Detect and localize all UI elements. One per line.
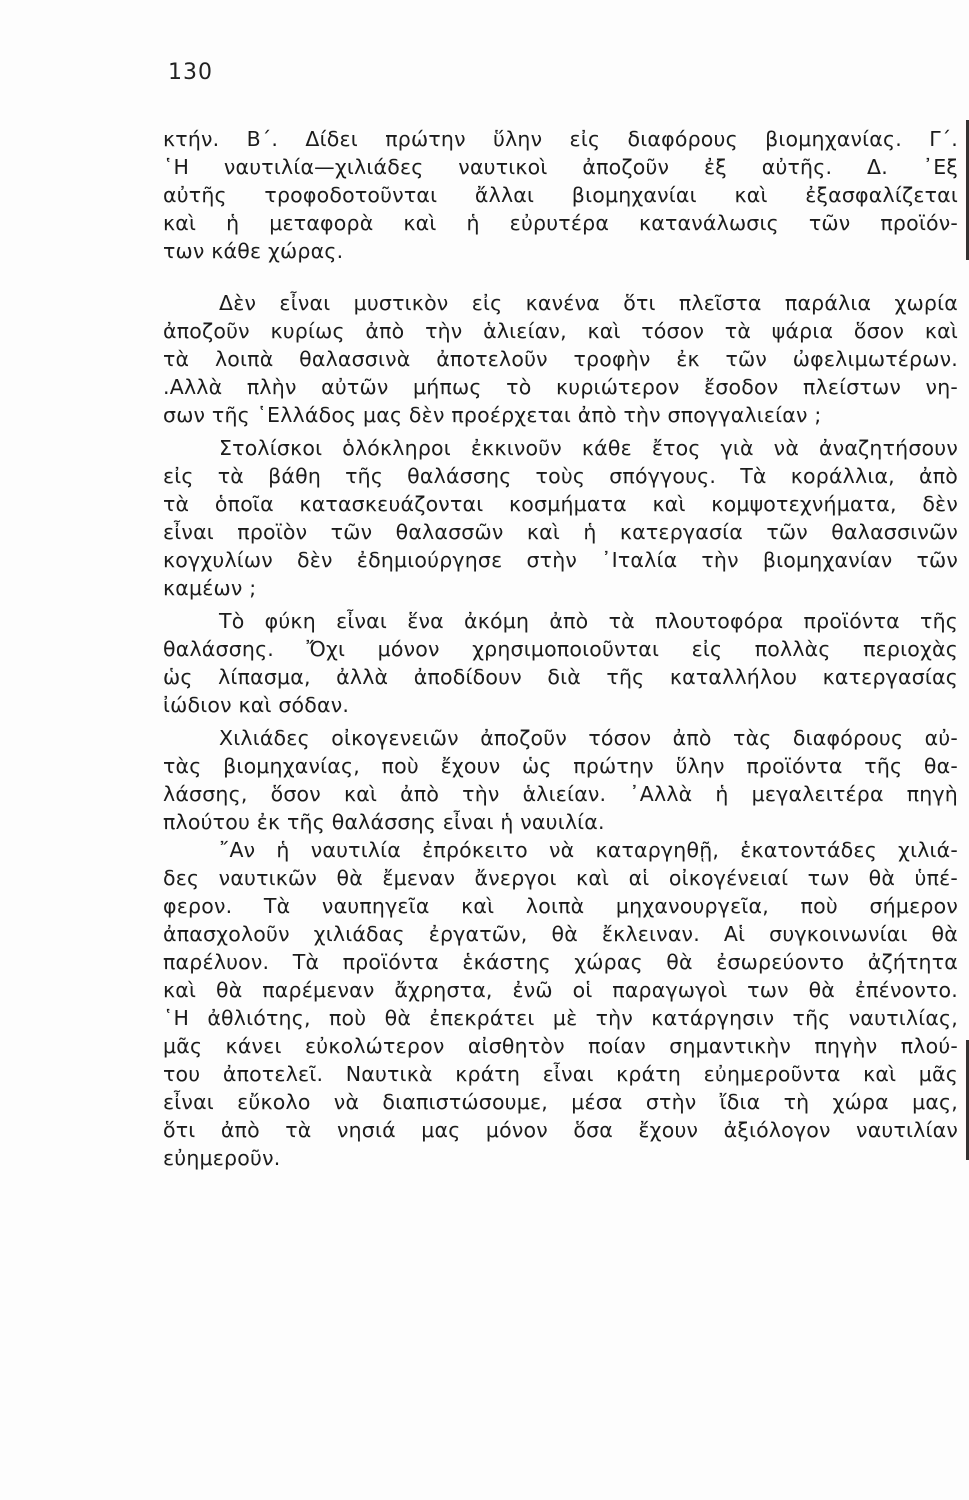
text-line: ἰώδιον καὶ σόδαν. [163, 693, 350, 717]
text-line: εἶναι προϊὸν τῶν θαλασσῶν καὶ ἡ κατεργασία τῶν θαλασσινῶν [163, 520, 958, 544]
text-line: κτήν. Β΄. Δίδει πρώτην ὕλην εἰς διαφόρους βιομηχανίας. Γ΄. [163, 127, 958, 151]
page-number: 130 [168, 60, 213, 85]
text-line: παρέλυον. Τὰ προϊόντα ἑκάστης χώρας θὰ ἐσωρεύοντο ἀζήτητα [163, 950, 958, 974]
text-line: του ἀποτελεῖ. Ναυτικὰ κράτη εἶναι κράτη εὐημεροῦντα καὶ μᾶς [163, 1062, 958, 1086]
text-line: ὅτι ἀπὸ τὰ νησιά μας μόνον ὅσα ἔχουν ἀξιόλογον ναυτιλίαν [163, 1118, 958, 1142]
text-line: των κάθε χώρας. [163, 239, 344, 263]
text-line: καὶ ἡ μεταφορὰ καὶ ἡ εὐρυτέρα κατανάλωσις τῶν προϊόν- [163, 211, 958, 235]
text-line: εἶναι εὔκολο νὰ διαπιστώσουμε, μέσα στὴν ἴδια τὴ χώρα μας, [163, 1090, 958, 1114]
text-line: Χιλιάδες οἰκογενειῶν ἀποζοῦν τόσον ἀπὸ τὰς διαφόρους αὐ- [219, 726, 958, 750]
text-line: ἀπασχολοῦν χιλιάδας ἐργατῶν, θὰ ἔκλειναν. Αἱ συγκοινωνίαι θὰ [163, 922, 958, 946]
text-line: λάσσης, ὅσον καὶ ἀπὸ τὴν ἁλιείαν. ᾽Αλλὰ ἡ μεγαλειτέρα πηγὴ [163, 782, 958, 806]
text-line: ῾Η ναυτιλία—χιλιάδες ναυτικοὶ ἀποζοῦν ἐξ αὐτῆς. Δ. ᾽Εξ [163, 155, 958, 179]
text-line: δες ναυτικῶν θὰ ἔμεναν ἄνεργοι καὶ αἱ οἰκογένειαί των θὰ ὑπέ- [163, 866, 958, 890]
paragraph-4 [163, 607, 958, 719]
paragraph-2 [163, 289, 958, 429]
text-line: ἀποζοῦν κυρίως ἀπὸ τὴν ἁλιείαν, καὶ τόσον τὰ ψάρια ὅσον καὶ [163, 319, 958, 343]
text-line: σων τῆς ῾Ελλάδος μας δὲν προέρχεται ἀπὸ τὴν σπογγαλιείαν ; [163, 403, 822, 427]
text-line: εἰς τὰ βάθη τῆς θαλάσσης τοὺς σπόγγους. Τὰ κοράλλια, ἀπὸ [163, 464, 958, 488]
text-line: φερον. Τὰ ναυπηγεῖα καὶ λοιπὰ μηχανουργεῖα, ποὺ σήμερον [163, 894, 958, 918]
text-line: ῾Η ἀθλιότης, ποὺ θὰ ἐπεκράτει μὲ τὴν κατάργησιν τῆς ναυτιλίας, [163, 1006, 958, 1030]
text-line: μᾶς κάνει εὐκολώτερον αἰσθητὸν ποίαν σημαντικὴν πηγὴν πλού- [163, 1034, 958, 1058]
text-line: ὡς λίπασμα, ἀλλὰ ἀποδίδουν διὰ τῆς καταλλήλου κατεργασίας [163, 665, 958, 689]
text-line: τὰ ὁποῖα κατασκευάζονται κοσμήματα καὶ κομψοτεχνήματα, δὲν [163, 492, 958, 516]
text-line: τὰς βιομηχανίας, ποὺ ἔχουν ὡς πρώτην ὕλην προϊόντα τῆς θα- [163, 754, 958, 778]
text-line: Στολίσκοι ὁλόκληροι ἐκκινοῦν κάθε ἔτος γιὰ νὰ ἀναζητήσουν [219, 436, 958, 460]
text-line: καμέων ; [163, 576, 257, 600]
text-line: ῎Αν ἡ ναυτιλία ἐπρόκειτο νὰ καταργηθῇ, ἑκατοντάδες χιλιά- [219, 838, 958, 862]
paragraph-5 [163, 724, 958, 836]
text-line: κογχυλίων δὲν ἐδημιούργησε στὴν ᾽Ιταλία τὴν βιομηχανίαν τῶν [163, 548, 958, 572]
text-line: Δὲν εἶναι μυστικὸν εἰς κανένα ὅτι πλεῖστα παράλια χωρία [219, 291, 958, 315]
text-line: Τὸ φύκη εἶναι ἕνα ἀκόμη ἀπὸ τὰ πλουτοφόρα προϊόντα τῆς [219, 609, 958, 633]
body-text [163, 125, 958, 1172]
text-line: αὐτῆς τροφοδοτοῦνται ἄλλαι βιομηχανίαι καὶ ἐξασφαλίζεται [163, 183, 958, 207]
text-line: τὰ λοιπὰ θαλασσινὰ ἀποτελοῦν τροφὴν ἐκ τῶν ὠφελιμωτέρων. [163, 347, 958, 371]
text-line: .Αλλὰ πλὴν αὐτῶν μήπως τὸ κυριώτερον ἔσοδον πλείστων νη- [163, 375, 958, 399]
text-line: καὶ θὰ παρέμεναν ἄχρηστα, ἐνῶ οἱ παραγωγοὶ των θὰ ἐπένοντο. [163, 978, 958, 1002]
text-line: θαλάσσης. Ὄχι μόνον χρησιμοποιοῦνται εἰς πολλὰς περιοχὰς [163, 637, 958, 661]
paragraph-1 [163, 125, 958, 265]
text-line: εὐημεροῦν. [163, 1146, 281, 1170]
paragraph-3 [163, 434, 958, 602]
paragraph-6 [163, 836, 958, 1172]
text-line: πλούτου ἐκ τῆς θαλάσσης εἶναι ἡ ναυιλία. [163, 810, 605, 834]
